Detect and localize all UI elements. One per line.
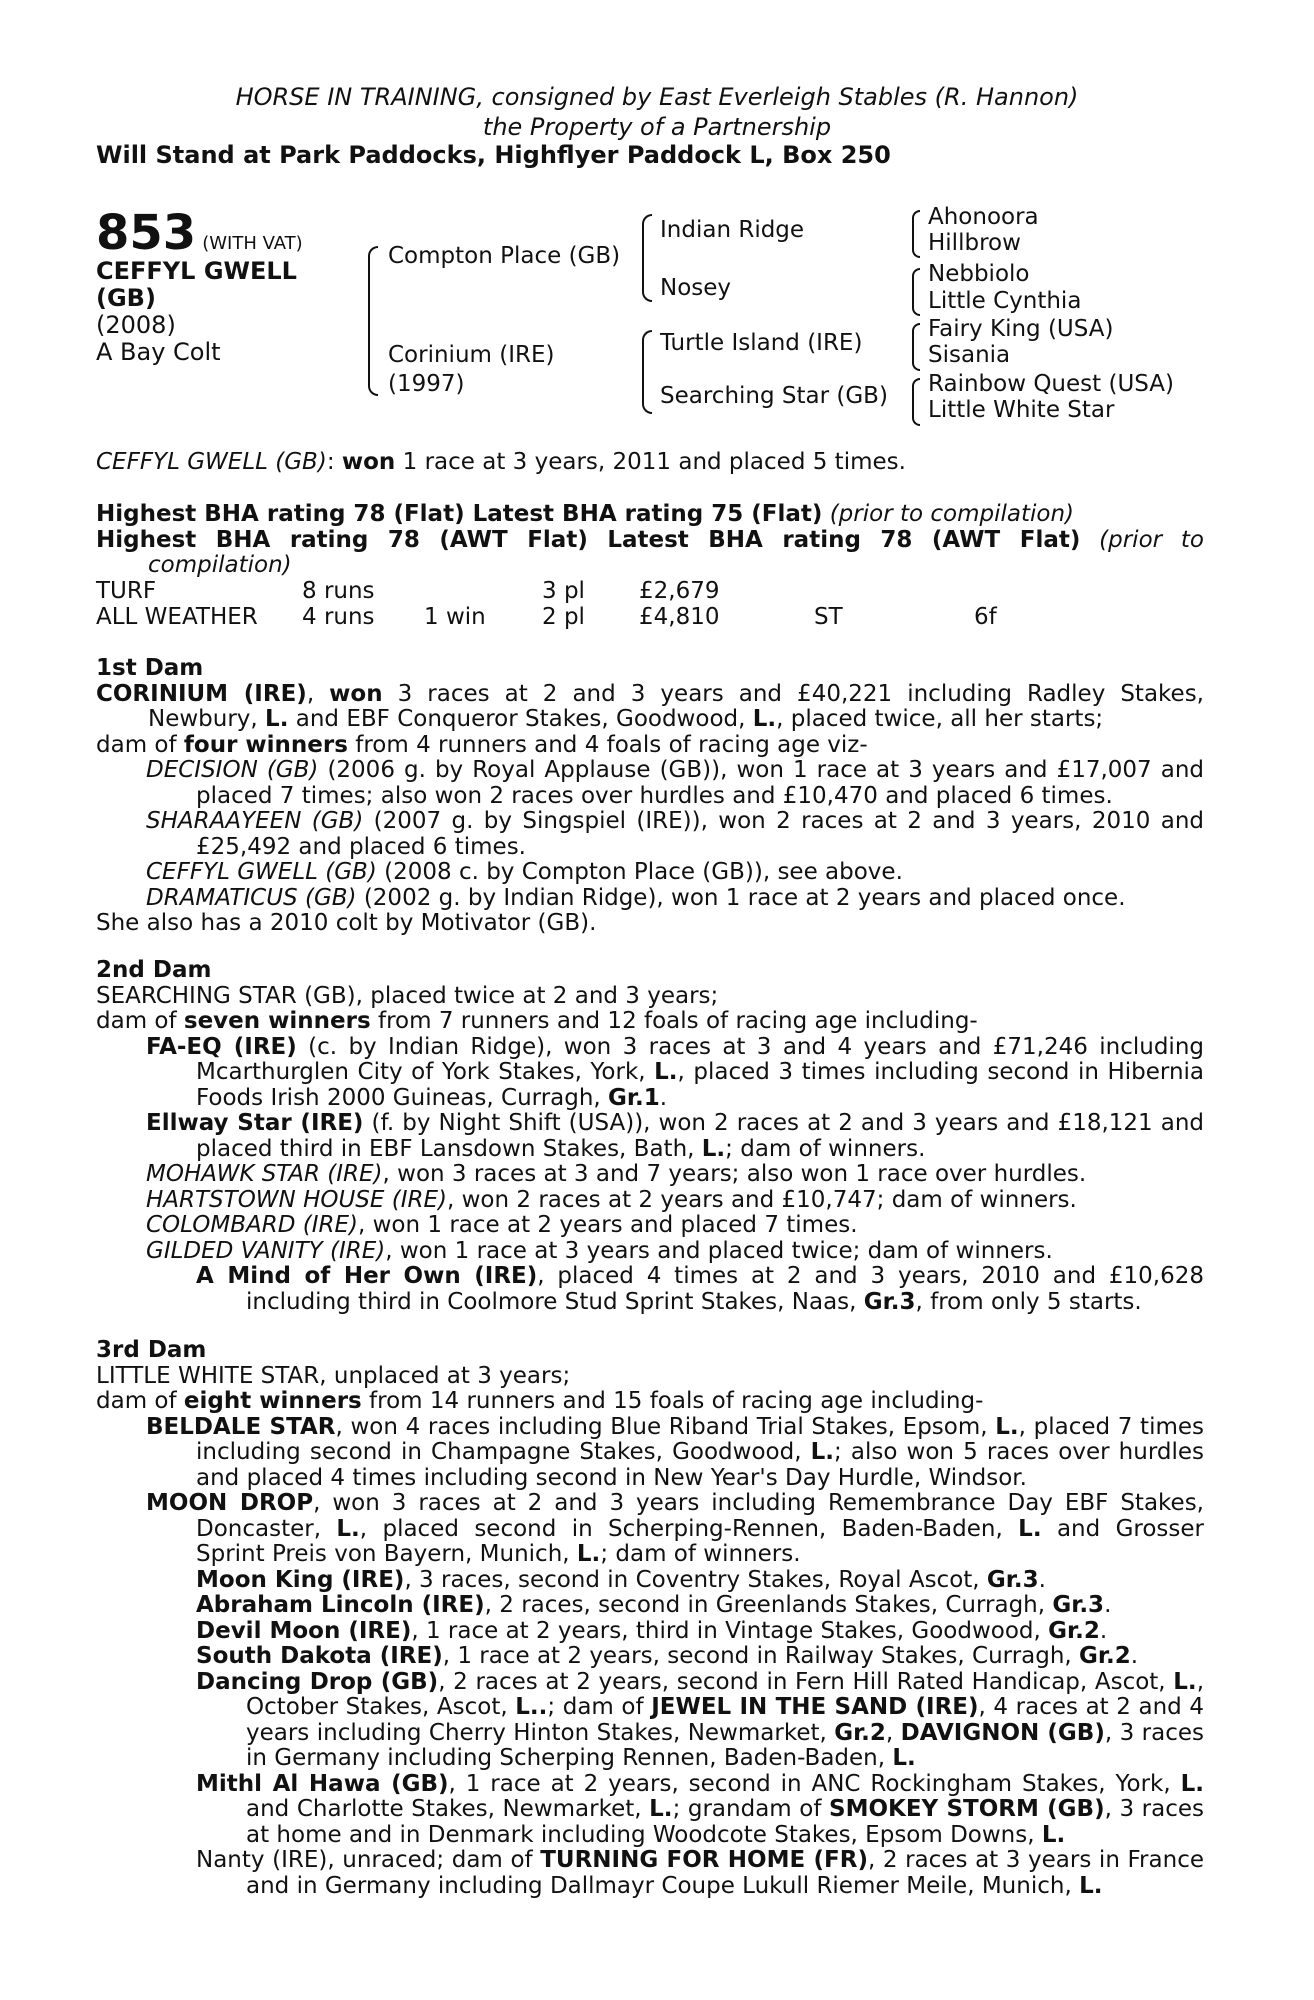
produce-name: DRAMATICUS (GB): [146, 884, 357, 911]
produce-name: HARTSTOWN HOUSE (IRE): [146, 1186, 447, 1213]
runs-distance: 6f: [974, 604, 997, 630]
group-mark: Gr.2: [834, 1719, 886, 1746]
runs-count: 4 runs: [302, 604, 375, 630]
runs-going: ST: [814, 604, 843, 630]
pedigree-g1: Ahonoora: [928, 204, 1039, 230]
listed-mark: L.: [336, 1515, 360, 1542]
summary-won: won: [341, 449, 396, 475]
header-location: Will Stand at Park Paddocks, Highflyer Paddock L, Box 250: [96, 141, 891, 169]
listed-mark: L.: [995, 1413, 1019, 1440]
produce-record: , placed 4 times at 2 and 3 years, 2010 and £10,628 including third in Coolmore Stud Sprint Stakes, Naas,: [246, 1263, 1204, 1315]
pedigree-g6: Sisania: [928, 342, 1011, 368]
pedigree-bracket-main: [368, 246, 378, 396]
produce-record: ; dam of winners.: [725, 1135, 926, 1162]
listed-mark: L.: [1018, 1515, 1042, 1542]
pedigree-bracket-dam: [642, 330, 652, 414]
grand-produce-record: , 3 races in Germany including Scherping Rennen, Baden-Baden,: [246, 1719, 1204, 1771]
rating-flat-note: (prior to compilation): [829, 501, 1074, 527]
produce-record: (2007 g. by Singspiel (IRE)), won 2 races at 2 and 3 years, 2010 and £25,492 and placed 6 times.: [196, 808, 1204, 860]
produce-record: , won 1 race at 2 years and placed 7 times.: [357, 1212, 858, 1238]
second-dam-produce-intro: from 7 runners and 12 foals of racing age including-: [370, 1008, 978, 1034]
runs-count: 8 runs: [302, 578, 375, 604]
notable-produce-name: SMOKEY STORM (GB): [829, 1796, 1105, 1822]
produce-record: , won 4 races including Blue Riband Trial Stakes, Epsom,: [335, 1413, 996, 1440]
horse-description: A Bay Colt: [96, 338, 221, 366]
header-property: the Property of a Partnership: [482, 113, 832, 141]
first-dam-text: and EBF Conqueror Stakes, Goodwood,: [288, 706, 753, 732]
produce-name: GILDED VANITY (IRE): [146, 1237, 386, 1264]
notable-produce-name: JEWEL IN THE SAND (IRE): [651, 1694, 979, 1720]
pedigree-dam-dam: Searching Star (GB): [660, 383, 888, 409]
produce-record: (2006 g. by Royal Applause (GB)), won 1 race at 3 years and £17,007 and placed 7 times; also won 2 races over hurdles and £10,470 and placed 6 times.: [196, 757, 1204, 809]
listed-mark: L.: [701, 1135, 726, 1162]
produce-record: ; also won 5 races over hurdles and placed 4 times including second in New Year's Day Hurdle, Windsor.: [196, 1439, 1204, 1491]
second-dam-winners-count: seven winners: [183, 1008, 371, 1034]
summary-name: CEFFYL GWELL (GB): [96, 449, 327, 475]
grand-produce-record: , 1 race at 2 years, second in Railway Stakes, Curragh,: [442, 1643, 1080, 1669]
pedigree-g4: Little Cynthia: [928, 288, 1082, 314]
grand-produce-record: , 2 races, second in Greenlands Stakes, Curragh,: [484, 1592, 1053, 1618]
second-dam-heading: 2nd Dam: [96, 957, 212, 983]
second-dam-intro: SEARCHING STAR (GB), placed twice at 2 and 3 years;: [96, 982, 719, 1009]
produce-record: , won 3 races at 3 and 7 years; also won 1 race over hurdles.: [382, 1161, 1087, 1187]
pedigree-g8: Little White Star: [928, 397, 1115, 423]
listed-mark: L.: [1041, 1821, 1066, 1848]
grand-produce-name: Devil Moon (IRE): [196, 1617, 412, 1644]
first-dam-text: 3 races at 2 and 3 years and £40,221 including Radley Stakes, Newbury,: [148, 680, 1204, 732]
pedigree-bracket-g1: [912, 210, 920, 258]
listed-mark: L.: [1173, 1668, 1197, 1695]
third-dam-winners-count: eight winners: [183, 1388, 362, 1414]
pedigree-bracket-sire: [642, 214, 652, 302]
produce-record: (c. by Indian Ridge), won 3 races at 3 and 4 years and £71,246 including Mcarthurglen City of York Stakes, York,: [196, 1033, 1205, 1085]
listed-mark: L.: [265, 706, 289, 732]
grand-produce-record: ; grandam of: [672, 1796, 830, 1822]
notable-produce-name: TURNING FOR HOME (FR): [540, 1847, 868, 1873]
race-summary: CEFFYL GWELL (GB): won 1 race at 3 years, 2011 and placed 5 times.: [96, 449, 906, 475]
grand-produce-record: , 3 races at home and in Denmark including Woodcote Stakes, Epsom Downs,: [246, 1796, 1204, 1848]
header-consignor: HORSE IN TRAINING, consigned by East Everleigh Stables (R. Hannon): [235, 83, 1079, 111]
produce-record: (2008 c. by Compton Place (GB)), see above.: [376, 859, 903, 885]
pedigree-dam-sire: Turtle Island (IRE): [660, 330, 863, 356]
grand-produce-record: , 2 races at 2 years, second in Fern Hill Rated Handicap, Ascot,: [438, 1668, 1174, 1695]
group-mark: Gr.3: [1052, 1592, 1105, 1618]
runs-prize: £4,810: [639, 604, 720, 630]
produce-record: , from only 5 starts.: [915, 1288, 1142, 1315]
produce-name: A Mind of Her Own (IRE): [196, 1263, 538, 1289]
runs-placed: 2 pl: [542, 604, 585, 630]
third-dam-produce-intro: from 14 runners and 15 foals of racing age including-: [361, 1388, 984, 1414]
listed-mark: L.: [649, 1796, 673, 1822]
runs-label: ALL WEATHER: [96, 604, 258, 630]
grand-produce-record: , unraced; dam of: [327, 1847, 541, 1873]
first-dam-name: CORINIUM (IRE): [96, 680, 307, 707]
horse-identity: [96, 258, 297, 366]
third-dam-heading: 3rd Dam: [96, 1337, 207, 1363]
grand-produce-name: Abraham Lincoln (IRE): [196, 1592, 485, 1618]
pedigree-dam: Corinium (IRE): [388, 342, 555, 368]
pedigree-g2: Hillbrow: [928, 230, 1021, 256]
first-dam-section: 1st Dam CORINIUM (IRE), won 3 races at 2 and 3 years and £40,221 including Radley Stakes, Newbury, L. and EBF Conqueror Stakes, Goodwood, L., placed twice, all her starts; dam of four winners from 4 runners and 4 foals of racing age viz- DECISION (GB) (2006 g. by Royal Applause (GB)), won 1 race at 3 years and £17,007 and placed 7 times; also won 2 races over hurdles and £10,470 and placed 6 times. SHARAAYEEN (GB) (2007 g. by Singspiel (IRE)), won 2 races at 2 and 3 years, 2010 and £25,492 and placed 6 times. CEFFYL GWELL (GB) (2008 c. by Compton Place (GB)), see above. DRAMATICUS (GB) (2002 g. by Indian Ridge), won 1 race at 2 years and placed once. She also has a 2010 colt by Motivator (GB).: [96, 655, 1204, 936]
horse-origin: (GB): [96, 284, 156, 312]
first-dam-heading: 1st Dam: [96, 655, 204, 681]
produce-record: (f. by Night Shift (USA)), won 2 races at 2 and 3 years and £18,121 and placed third in EBF Lansdown Stakes, Bath,: [196, 1110, 1204, 1162]
group-mark: Gr.3: [986, 1566, 1039, 1593]
produce-record: , placed 7 times including second in Champagne Stakes, Goodwood,: [196, 1413, 1204, 1465]
horse-name: CEFFYL GWELL: [96, 257, 297, 285]
first-dam-also: She also has a 2010 colt by Motivator (GB).: [96, 910, 597, 936]
first-dam-text: , placed twice, all her starts;: [776, 706, 1104, 732]
lot-number-value: 853: [96, 205, 197, 261]
grand-produce-record: ,: [885, 1719, 901, 1746]
grand-produce-record: , 1 race at 2 years, third in Vintage Stakes, Goodwood,: [411, 1617, 1049, 1644]
first-dam-winners-count: four winners: [183, 731, 348, 758]
produce-name: DECISION (GB): [146, 757, 319, 783]
lot-number: [96, 205, 303, 261]
grand-produce-name: South Dakota (IRE): [196, 1643, 443, 1669]
pedigree-sire-dam: Nosey: [660, 275, 732, 301]
grand-produce-record: , 3 races, second in Coventry Stakes, Royal Ascot,: [404, 1566, 987, 1593]
pedigree-bracket-g4: [912, 378, 920, 426]
pedigree-g5: Fairy King (USA): [928, 316, 1114, 342]
pedigree-bracket-g2: [912, 268, 920, 316]
group-mark: Gr.2: [1048, 1617, 1100, 1644]
produce-record: and Grosser Sprint Preis von Bayern, Munich,: [196, 1515, 1204, 1567]
runs-row-turf: [96, 578, 1204, 604]
listed-mark: L.: [752, 706, 777, 732]
lot-vat: (WITH VAT): [202, 233, 303, 254]
produce-name: COLOMBARD (IRE): [146, 1212, 358, 1238]
grand-produce-name: Mithl Al Hawa (GB): [196, 1770, 449, 1797]
produce-name: CEFFYL GWELL (GB): [146, 859, 377, 885]
group-mark: Gr.1: [608, 1084, 660, 1111]
pedigree-sire-sire: Indian Ridge: [660, 217, 805, 243]
produce-name: Ellway Star (IRE): [146, 1110, 364, 1136]
produce-record: (2002 g. by Indian Ridge), won 1 race at 2 years and placed once.: [356, 884, 1126, 911]
first-dam-produce-intro: dam of: [96, 731, 184, 758]
listed-mark: L.: [892, 1745, 916, 1771]
produce-record: , won 3 races at 2 and 3 years including Remembrance Day EBF Stakes, Doncaster,: [196, 1490, 1204, 1542]
horse-year: (2008): [96, 311, 176, 339]
listed-mark: L.: [1079, 1872, 1103, 1899]
listed-mark: L..: [515, 1694, 548, 1720]
produce-record: .: [659, 1084, 668, 1111]
grand-produce-record: , 2 races at 3 years in France and in Germany including Dallmayr Coupe Lukull Riemer Meile, Munich,: [246, 1847, 1204, 1899]
produce-name: MOHAWK STAR (IRE): [146, 1161, 383, 1187]
pedigree-g3: Nebbiolo: [928, 261, 1030, 287]
group-mark: Gr.3: [863, 1288, 916, 1315]
produce-name: SHARAAYEEN (GB): [146, 808, 364, 834]
grand-produce-record: ; dam of: [547, 1694, 652, 1720]
third-dam-section: 3rd Dam LITTLE WHITE STAR, unplaced at 3 years; dam of eight winners from 14 runners and 15 foals of racing age including- BELDALE STAR, won 4 races including Blue Riband Trial Stakes, Epsom, L., placed 7 times including second in Champagne Stakes, Goodwood, L.; also won 5 races over hurdles and placed 4 times including second in New Year's Day Hurdle, Windsor. MOON DROP, won 3 races at 2 and 3 years including Remembrance Day EBF Stakes, Doncaster, L., placed second in Scherping-Rennen, Baden-Baden, L. and Grosser Sprint Preis von Bayern, Munich, L.; dam of winners. Moon King (IRE), 3 races, second in Coventry Stakes, Royal Ascot, Gr.3. Abraham Lincoln (IRE), 2 races, second in Greenlands Stakes, Curragh, Gr.3. Devil Moon (IRE), 1 race at 2 years, third in Vintage Stakes, Goodwood, Gr.2. South Dakota (IRE), 1 race at 2 years, second in Railway Stakes, Curragh, Gr.2. Dancing Drop (GB), 2 races at 2 years, second in Fern Hill Rated Handicap, Ascot, L., October Stakes, Ascot, L..; dam of JEWEL IN THE SAND (IRE), 4 races at 2 and 4 years including Cherry Hinton Stakes, Newmarket, Gr.2, DAVIGNON (GB), 3 races in Germany including Scherping Rennen, Baden-Baden, L. Mithl Al Hawa (GB), 1 race at 2 years, second in ANC Rockingham Stakes, York, L. and Charlotte Stakes, Newmarket, L.; grandam of SMOKEY STORM (GB), 3 races at home and in Denmark including Woodcote Stakes, Epsom Downs, L. Nanty (IRE), unraced; dam of TURNING FOR HOME (FR), 2 races at 3 years in France and in Germany including Dallmayr Coupe Lukull Riemer Meile, Munich, L.: [96, 1337, 1205, 1899]
pedigree-bracket-g3: [912, 323, 920, 371]
notable-produce-name: DAVIGNON (GB): [900, 1719, 1105, 1746]
produce-name: MOON DROP: [146, 1490, 314, 1516]
pedigree-sire: Compton Place (GB): [388, 243, 621, 269]
pedigree-dam-year: (1997): [388, 371, 465, 397]
listed-mark: L.: [1180, 1770, 1205, 1797]
produce-record: , won 1 race at 3 years and placed twice; dam of winners.: [385, 1237, 1053, 1264]
ratings: [96, 502, 1204, 579]
pedigree-g7: Rainbow Quest (USA): [928, 371, 1175, 397]
produce-record: , placed second in Scherping-Rennen, Baden-Baden,: [359, 1515, 1019, 1542]
listed-mark: L.: [576, 1541, 601, 1567]
runs-wins: 1 win: [424, 604, 486, 630]
second-dam-produce-intro: dam of: [96, 1008, 184, 1034]
produce-record: ; dam of winners.: [600, 1541, 801, 1567]
listed-mark: L.: [810, 1439, 835, 1465]
runs-label: TURF: [96, 578, 157, 604]
third-dam-produce-intro: dam of: [96, 1388, 184, 1414]
produce-name: BELDALE STAR: [146, 1413, 336, 1440]
grand-produce-name: Nanty (IRE): [196, 1847, 328, 1873]
grand-produce-name: Moon King (IRE): [196, 1566, 405, 1593]
grand-produce-record: , October Stakes, Ascot,: [246, 1668, 1204, 1720]
second-dam-section: [96, 958, 1204, 1315]
grand-produce-name: Dancing Drop (GB): [196, 1668, 439, 1695]
first-dam-won: won: [329, 680, 383, 707]
runs-placed: 3 pl: [542, 578, 585, 604]
rating-awt-note: (prior to compilation): [148, 526, 1204, 578]
group-mark: Gr.2: [1079, 1643, 1131, 1669]
rating-awt: Highest BHA rating 78 (AWT Flat) Latest BHA rating 78 (AWT Flat): [96, 526, 1081, 553]
runs-row-allweather: [96, 604, 1204, 630]
rating-flat: Highest BHA rating 78 (Flat) Latest BHA rating 75 (Flat): [96, 501, 823, 527]
produce-record: , placed 3 times including second in Hibernia Foods Irish 2000 Guineas, Curragh,: [196, 1059, 1204, 1111]
grand-produce-record: and Charlotte Stakes, Newmarket,: [246, 1796, 650, 1822]
grand-produce-record: , 4 races at 2 and 4 years including Cherry Hinton Stakes, Newmarket,: [246, 1694, 1204, 1746]
grand-produce-record: , 1 race at 2 years, second in ANC Rockingham Stakes, York,: [448, 1770, 1181, 1797]
summary-text: 1 race at 3 years, 2011 and placed 5 times.: [395, 449, 906, 475]
produce-record: , won 2 races at 2 years and £10,747; dam of winners.: [447, 1186, 1077, 1213]
listed-mark: L.: [654, 1059, 678, 1085]
produce-name: FA-EQ (IRE): [146, 1033, 297, 1060]
runs-prize: £2,679: [639, 578, 720, 604]
first-dam-produce-intro: from 4 runners and 4 foals of racing age viz-: [347, 731, 868, 758]
third-dam-intro: LITTLE WHITE STAR, unplaced at 3 years;: [96, 1362, 571, 1389]
